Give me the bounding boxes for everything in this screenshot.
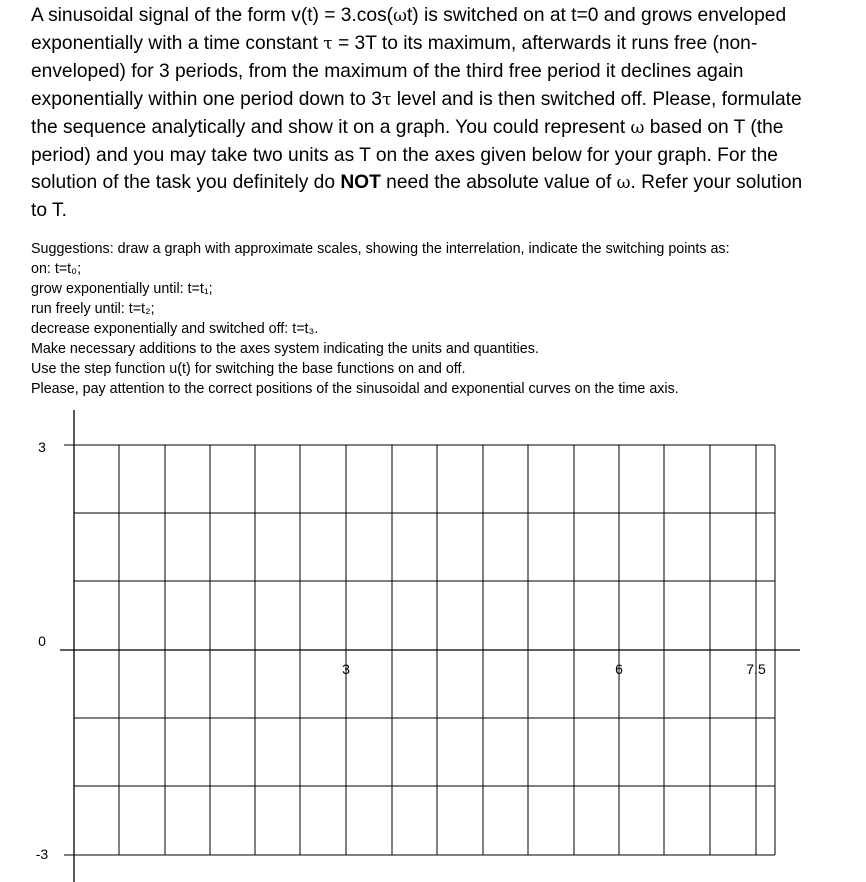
- y-tick-label: 3: [38, 439, 46, 455]
- suggestion-line: Please, pay attention to the correct positions of the sinusoidal and exponential curves on the time axis.: [31, 381, 679, 397]
- task-text-4: level and is then switched off. Please, formulate the sequence analytically and show it on a graph. You could represent: [31, 88, 802, 138]
- suggestion-line: run freely until: t=t₂;: [31, 301, 155, 317]
- suggestion-line: Suggestions: draw a graph with approximate scales, showing the interrelation, indicate the switching points as:: [31, 241, 730, 257]
- suggestion-line: decrease exponentially and switched off: t=t₃.: [31, 321, 319, 337]
- emphasis-not: NOT: [340, 172, 381, 194]
- x-tick-label: 7.5: [746, 661, 766, 677]
- task-text-6: need the absolute value of: [380, 172, 617, 194]
- answer-graph-area[interactable]: [0, 405, 866, 882]
- task-text-3: = 3T to its maximum, afterwards it runs free (non-enveloped) for 3 periods, from the maximum of the third free period it declines again exponentially within one period down to 3: [31, 33, 758, 110]
- x-tick-label: 3: [342, 661, 350, 677]
- tau-symbol-2: τ: [381, 89, 392, 110]
- task-text-7: . Refer your solution to T.: [31, 172, 803, 222]
- task-text-5: based on T (the period) and you may take two units as T on the axes given below for your graph. For the solution of the task you definitely do: [31, 116, 784, 194]
- y-tick-label: 0: [38, 633, 46, 649]
- y-tick-label: -3: [35, 846, 49, 862]
- omega-symbol-3: ω: [616, 173, 631, 194]
- suggestion-line: grow exponentially until: t=t₁;: [31, 281, 213, 297]
- suggestion-line: on: t=t₀;: [31, 261, 82, 277]
- omega-symbol-2: ω: [630, 117, 645, 138]
- suggestion-line: Make necessary additions to the axes system indicating the units and quantities.: [31, 341, 539, 357]
- task-statement: [31, 2, 821, 225]
- answer-grid[interactable]: [0, 405, 866, 882]
- omega-symbol: ω: [393, 6, 407, 26]
- suggestion-line: Use the step function u(t) for switching the base functions on and off.: [31, 361, 466, 377]
- task-text-1: A sinusoidal signal of the form v(t) = 3.cos(: [31, 5, 394, 26]
- x-tick-label: 6: [615, 661, 623, 677]
- suggestions-block: [31, 239, 831, 399]
- task-text-2: t) is switched on at t=0 and grows enveloped exponentially with a time constant: [31, 5, 787, 55]
- tau-symbol: τ: [323, 34, 333, 55]
